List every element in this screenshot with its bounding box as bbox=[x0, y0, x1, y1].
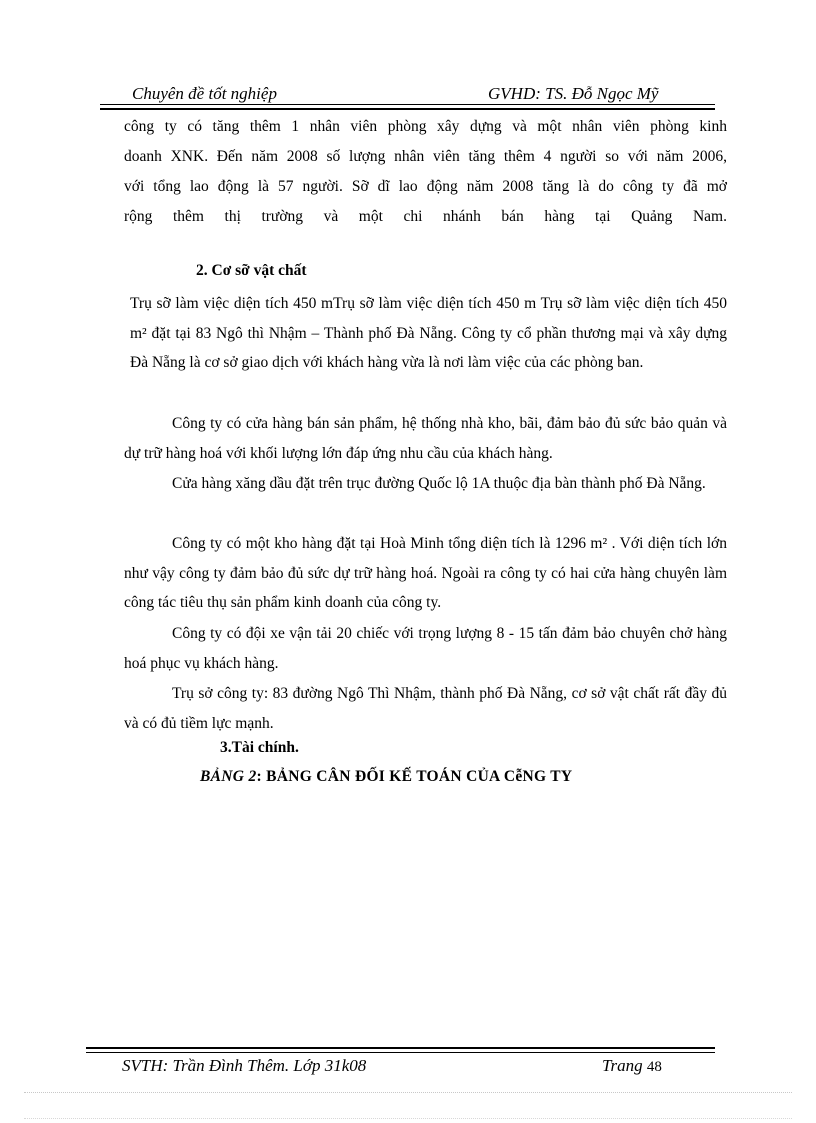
paragraph-line: rộng thêm thị trường và một chi nhánh bán hàng tại Quảng Nam. bbox=[124, 208, 727, 225]
paragraph-stores: Công ty có cửa hàng bán sản phẩm, hệ thống nhà kho, bãi, đảm bảo đủ sức bảo quản và dự trữ hàng hoá với khối lượng lớn đáp ứng nhu cầu của khách hàng. bbox=[124, 415, 727, 462]
footer-rule-thick bbox=[86, 1047, 715, 1049]
paragraph-line: doanh XNK. Đến năm 2008 số lượng nhân viên tăng thêm 4 người so với năm 2006, bbox=[124, 148, 727, 165]
footer-page-label: Trang bbox=[602, 1056, 643, 1075]
paragraph-warehouse: Công ty có một kho hàng đặt tại Hoà Minh tổng diện tích là 1296 m² . Với diện tích lớn như vậy công ty đảm bảo đủ sức dự trữ hàng hoá. Ngoài ra công ty có hai cửa hàng chuyên làm công tác tiêu thụ sản phẩm kinh doanh của công ty. bbox=[124, 535, 727, 611]
paragraph-line: công ty có tăng thêm 1 nhân viên phòng xây dựng và một nhân viên phòng kinh bbox=[124, 118, 727, 135]
table-caption-label: BẢNG 2 bbox=[200, 768, 257, 785]
page-edge-dots bbox=[24, 1092, 792, 1093]
paragraph-vehicles: Công ty có đội xe vận tải 20 chiếc với trọng lượng 8 - 15 tấn đảm bảo chuyên chở hàng hoá phục vụ khách hàng. bbox=[124, 625, 727, 672]
footer-page-number: 48 bbox=[646, 1059, 662, 1075]
paragraph-headquarters: Trụ sỡ làm việc diện tích 450 mTrụ sỡ làm việc diện tích 450 m Trụ sỡ làm việc diện tích 450 m² đặt tại 83 Ngô thì Nhậm – Thành phố Đà Nẵng. Công ty cổ phần thương mại và xây dựng Đà Nẵng là cơ sở giao dịch với khách hàng vừa là nơi làm việc của các phòng ban. bbox=[130, 295, 727, 371]
table-caption bbox=[200, 768, 572, 786]
header-rule bbox=[100, 104, 715, 105]
header-supervisor: GVHD: TS. Đỗ Ngọc Mỹ bbox=[488, 84, 659, 103]
header-rule-thick bbox=[100, 108, 715, 110]
paragraph-office: Trụ sở công ty: 83 đường Ngô Thì Nhậm, thành phố Đà Nẵng, cơ sở vật chất rất đầy đủ và có đủ tiềm lực mạnh. bbox=[124, 685, 727, 732]
paragraph-gas-station: Cửa hàng xăng dầu đặt trên trục đường Quốc lộ 1A thuộc địa bàn thành phố Đà Nẵng. bbox=[172, 475, 706, 492]
table-caption-text: : BẢNG CÂN ĐỐI KẾ TOÁN CỦA CễNG TY bbox=[256, 768, 573, 785]
section-heading-facilities: 2. Cơ sỡ vật chất bbox=[196, 262, 307, 279]
footer-author: SVTH: Trần Đình Thêm. Lớp 31k08 bbox=[122, 1056, 367, 1075]
page-edge-dots bbox=[24, 1118, 792, 1119]
footer-page bbox=[602, 1056, 662, 1076]
paragraph-line: với tổng lao động là 57 người. Sỡ dĩ lao động năm 2008 tăng là do công ty đã mở bbox=[124, 178, 727, 195]
footer-rule bbox=[86, 1052, 715, 1053]
header-title: Chuyên đề tốt nghiệp bbox=[132, 84, 277, 103]
section-heading-finance: 3.Tài chính. bbox=[220, 739, 299, 756]
